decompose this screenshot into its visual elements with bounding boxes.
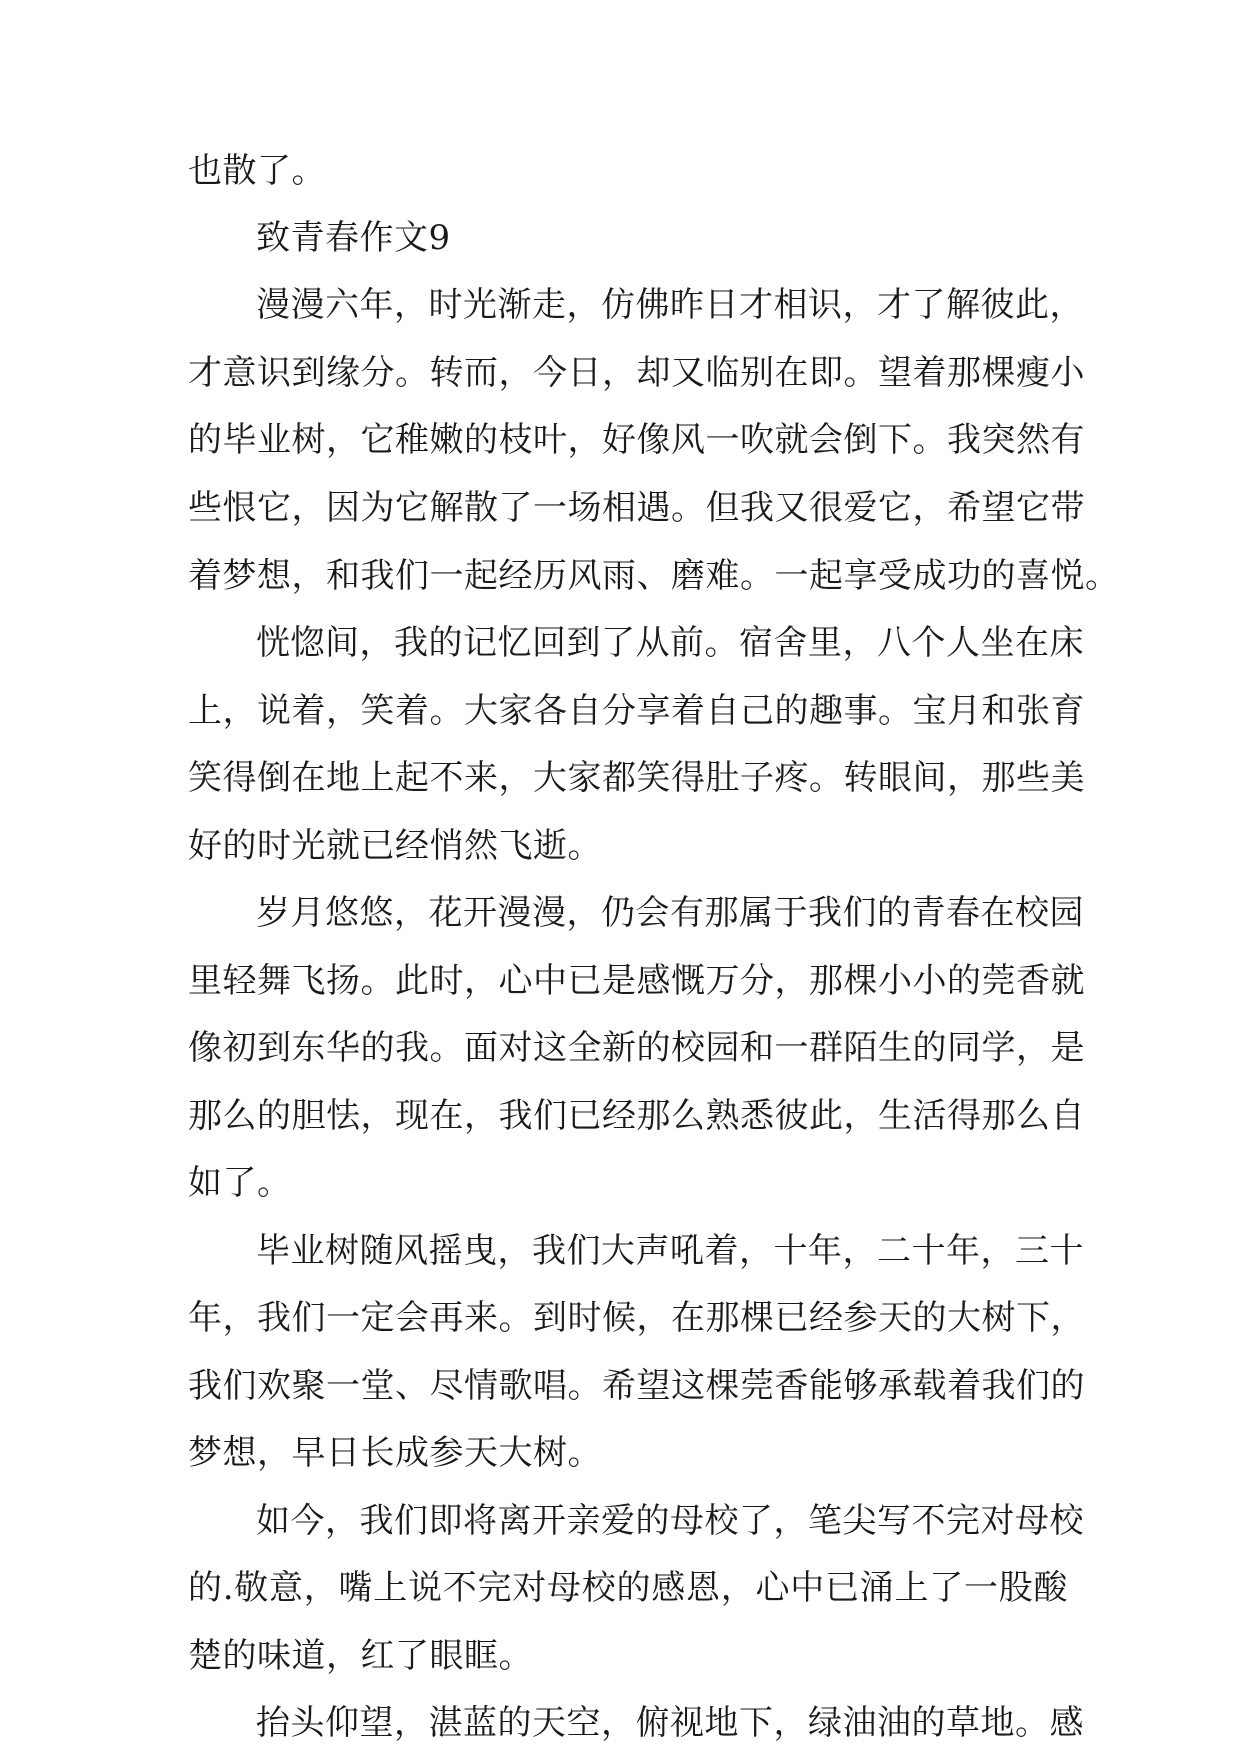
text-line: 年，我们一定会再来。到时候，在那棵已经参天的大树下， xyxy=(188,1298,1085,1338)
text-line: 着梦想，和我们一起经历风雨、磨难。一起享受成功的喜悦。 xyxy=(188,556,1120,596)
text-line: 才意识到缘分。转而，今日，却又临别在即。望着那棵瘦小 xyxy=(188,353,1085,393)
text-line: 恍惚间，我的记忆回到了从前。宿舍里，八个人坐在床 xyxy=(256,623,1084,663)
text-line: 些恨它，因为它解散了一场相遇。但我又很爱它，希望它带 xyxy=(188,488,1085,528)
text-line: 岁月悠悠，花开漫漫，仍会有那属于我们的青春在校园 xyxy=(256,893,1084,933)
text-line: 抬头仰望，湛蓝的天空，俯视地下，绿油油的草地。感 xyxy=(256,1703,1084,1743)
text-line: 毕业树随风摇曳，我们大声吼着，十年，二十年，三十 xyxy=(256,1231,1084,1271)
text-line: 梦想，早日长成参天大树。 xyxy=(188,1433,602,1473)
text-line: 的毕业树，它稚嫩的枝叶，好像风一吹就会倒下。我突然有 xyxy=(188,420,1085,460)
text-line: 如了。 xyxy=(188,1163,292,1203)
text-line: 上，说着，笑着。大家各自分享着自己的趣事。宝月和张育 xyxy=(188,691,1085,731)
text-line: 像初到东华的我。面对这全新的校园和一群陌生的同学，是 xyxy=(188,1028,1085,1068)
text-line: 漫漫六年，时光渐走，仿佛昨日才相识，才了解彼此， xyxy=(256,285,1084,325)
text-line: 那么的胆怯，现在，我们已经那么熟悉彼此，生活得那么自 xyxy=(188,1096,1085,1136)
text-line: 的.敬意，嘴上说不完对母校的感恩，心中已涌上了一股酸 xyxy=(188,1568,1068,1608)
text-line: 里轻舞飞扬。此时，心中已是感慨万分，那棵小小的莞香就 xyxy=(188,961,1085,1001)
text-line: 好的时光就已经悄然飞逝。 xyxy=(188,826,602,866)
text-line: 笑得倒在地上起不来，大家都笑得肚子疼。转眼间，那些美 xyxy=(188,758,1085,798)
text-line: 如今，我们即将离开亲爱的母校了，笔尖写不完对母校 xyxy=(256,1501,1084,1541)
essay-title: 致青春作文9 xyxy=(256,218,451,258)
text-line: 我们欢聚一堂、尽情歌唱。希望这棵莞香能够承载着我们的 xyxy=(188,1366,1085,1406)
text-line: 也散了。 xyxy=(188,151,326,191)
text-line: 楚的味道，红了眼眶。 xyxy=(188,1636,533,1676)
